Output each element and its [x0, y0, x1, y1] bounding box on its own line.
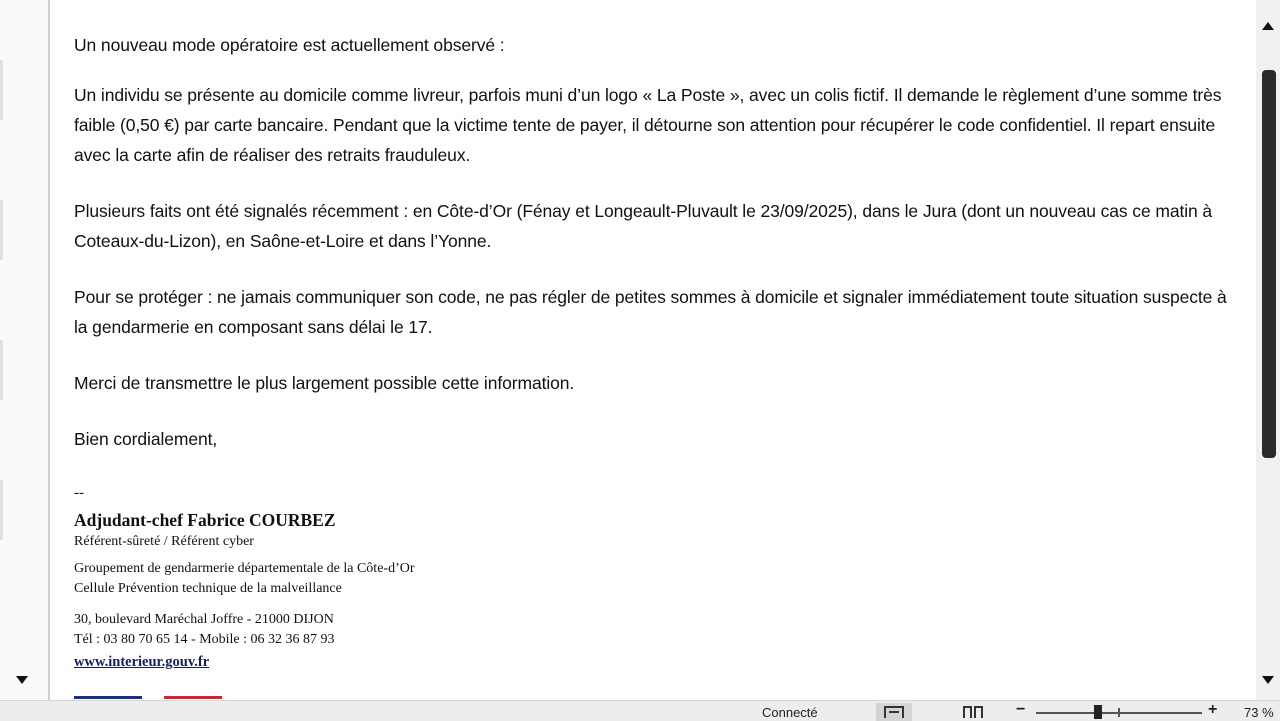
signature-name: Adjudant-chef Fabrice COURBEZ [74, 510, 336, 530]
print-layout-button[interactable] [876, 703, 912, 721]
signature-separator: -- [74, 485, 84, 501]
zoom-out-button[interactable]: − [1016, 701, 1026, 718]
paragraph-intro: Un nouveau mode opératoire est actuellement observé : [74, 35, 505, 55]
left-gutter [0, 0, 48, 700]
paragraph-closing: Bien cordialement, [74, 429, 218, 449]
read-mode-button[interactable] [956, 703, 992, 721]
signature-address: 30, boulevard Maréchal Joffre - 21000 DIJON [74, 612, 334, 627]
scroll-up-arrow-icon[interactable] [1262, 22, 1274, 30]
signature-role: Référent-sûreté / Référent cyber [74, 534, 254, 549]
paragraph-protection-advice: Pour se protéger : ne jamais communiquer son code, ne pas régler de petites sommes à domicile et signaler immédiatement toute situation suspecte à la gendarmerie en composant sans délai le 17. [74, 287, 1227, 337]
zoom-level[interactable]: 73 % [1244, 705, 1274, 720]
signature-unit-line1: Groupement de gendarmerie départementale de la Côte-d’Or [74, 561, 415, 576]
message-body [74, 30, 1244, 480]
print-layout-icon [884, 706, 904, 718]
read-mode-icon [963, 706, 985, 718]
paragraph-modus-operandi: Un individu se présente au domicile comme livreur, parfois muni d’un logo « La Poste », avec un colis fictif. Il demande le règlement d’une somme très faible (0,50 €) par carte bancaire. Pendant que la victime tente de payer, il détourne son attention pour récupérer le code confidentiel. Il repart ensuite avec la carte afin de réaliser des retraits frauduleux. [74, 85, 1222, 165]
zoom-slider-center-tick [1118, 708, 1120, 717]
tricolor-underline [74, 696, 222, 699]
paragraph-share-request: Merci de transmettre le plus largement possible cette information. [74, 373, 575, 393]
zoom-slider-thumb[interactable] [1094, 705, 1102, 719]
email-signature [74, 484, 415, 674]
left-scroll-down-arrow-icon[interactable] [16, 676, 28, 684]
zoom-in-button[interactable]: + [1208, 701, 1218, 718]
signature-unit-line2: Cellule Prévention technique de la malveillance [74, 581, 342, 596]
paragraph-reported-cases: Plusieurs faits ont été signalés récemment : en Côte-d’Or (Fénay et Longeault-Pluvault le 23/09/2025), dans le Jura (dont un nouveau cas ce matin à Coteaux-du-Lizon), en Saône-et-Loire et dans l’Yonne. [74, 201, 1213, 251]
signature-phone: Tél : 03 80 70 65 14 - Mobile : 06 32 36 87 93 [74, 632, 335, 647]
signature-website-link[interactable]: www.interieur.gouv.fr [74, 654, 210, 670]
connection-status: Connecté [762, 705, 818, 720]
vertical-scrollbar[interactable] [1256, 0, 1280, 700]
scroll-down-arrow-icon[interactable] [1262, 676, 1274, 684]
scrollbar-thumb[interactable] [1262, 70, 1276, 458]
status-bar [0, 700, 1280, 721]
left-page-border [48, 0, 50, 700]
